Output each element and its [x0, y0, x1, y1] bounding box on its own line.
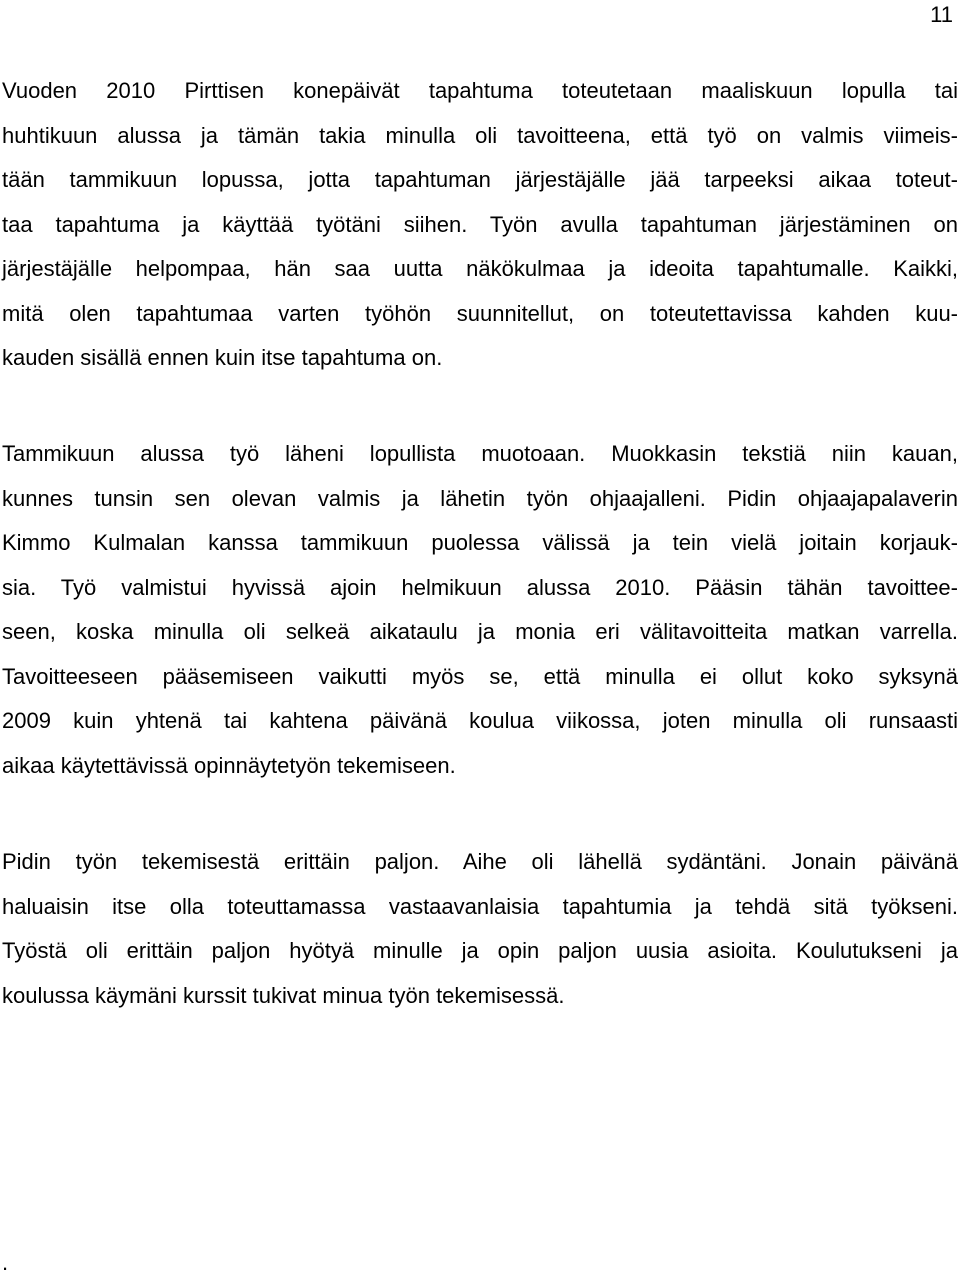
- text-line: kauden sisällä ennen kuin itse tapahtuma on.: [2, 345, 443, 370]
- footer-mark: .: [2, 1250, 9, 1275]
- text-line: haluaisin itse olla toteuttamassa vastaavanlaisia tapahtumia ja tehdä sitä työkseni.: [2, 893, 958, 919]
- text-line: kunnes tunsin sen olevan valmis ja lähetin työn ohjaajalleni. Pidin ohjaajapalaverin: [2, 485, 958, 511]
- text-line: koulussa käymäni kurssit tukivat minua työn tekemisessä.: [2, 982, 565, 1008]
- paragraph-1: [2, 69, 958, 381]
- text-line: järjestäjälle helpompaa, hän saa uutta näkökulmaa ja ideoita tapahtumalle. Kaikki,: [2, 256, 958, 281]
- text-line: tään tammikuun lopussa, jotta tapahtuman järjestäjälle jää tarpeeksi aikaa toteut-: [2, 167, 958, 192]
- text-line: 2009 kuin yhtenä tai kahtena päivänä koulua viikossa, joten minulla oli runsaasti: [2, 708, 958, 733]
- paragraph-3: [2, 840, 958, 1018]
- text-line: sia. Työ valmistui hyvissä ajoin helmikuun alussa 2010. Pääsin tähän tavoittee-: [2, 574, 958, 600]
- text-line: Tavoitteeseen pääsemiseen vaikutti myös se, että minulla ei ollut koko syksynä: [2, 663, 958, 689]
- text-line: Kimmo Kulmalan kanssa tammikuun puolessa välissä ja tein vielä joitain korjauk-: [2, 530, 958, 555]
- text-line: taa tapahtuma ja käyttää työtäni siihen. Työn avulla tapahtuman järjestäminen on: [2, 211, 958, 237]
- text-line: aikaa käytettävissä opinnäytetyön tekemiseen.: [2, 752, 456, 778]
- text-line: Pidin työn tekemisestä erittäin paljon. Aihe oli lähellä sydäntäni. Jonain päivänä: [2, 849, 958, 874]
- text-line: Vuoden 2010 Pirttisen konepäivät tapahtuma toteutetaan maaliskuun lopulla tai: [2, 78, 958, 103]
- text-line: seen, koska minulla oli selkeä aikataulu ja monia eri välitavoitteita matkan varrella.: [2, 619, 958, 644]
- text-line: Tammikuun alussa työ läheni lopullista muotoaan. Muokkasin tekstiä niin kauan,: [2, 441, 958, 466]
- text-line: Työstä oli erittäin paljon hyötyä minulle ja opin paljon uusia asioita. Koulutukseni ja: [2, 938, 958, 963]
- text-line: huhtikuun alussa ja tämän takia minulla oli tavoitteena, että työ on valmis viimeis-: [2, 122, 958, 148]
- paragraph-2: [2, 432, 958, 788]
- page-number: 11: [930, 2, 953, 27]
- text-line: mitä olen tapahtumaa varten työhön suunnitellut, on toteutettavissa kahden kuu-: [2, 300, 958, 326]
